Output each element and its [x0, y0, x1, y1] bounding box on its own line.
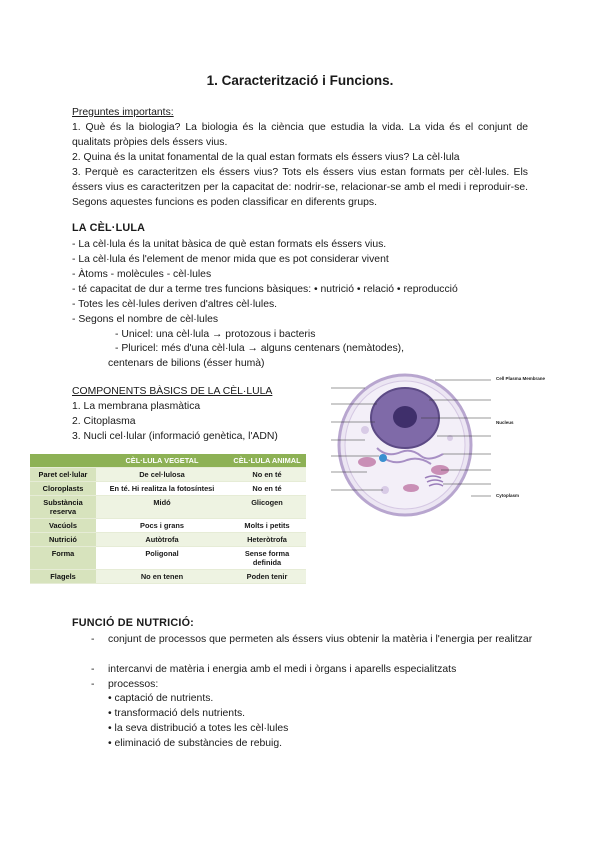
- question-3: 3. Perquè es caracteritzen els éssers vius? Tots els éssers vius estan formats per cèl·lules. Els éssers vius es caracteritzen per la capacitat de: nodrir-se, relacionar-se amb el medi i reproduir-se. Segons aquestes funcions es poden classificar en diferents grups.: [72, 167, 528, 208]
- question-1: 1. Què és la biologia? La biologia és la ciència que estudia la vida. La vida és el conjunt de qualitats pròpies dels éssers vius.: [72, 122, 528, 148]
- table-cell: En té. Hi realitza la fotosíntesi: [96, 482, 228, 496]
- nutrition-item-3: processos:: [108, 679, 159, 690]
- nutrition-bullet: • la seva distribució a totes les cèl·lules: [108, 723, 289, 734]
- table-cell: Pocs i grans: [96, 519, 228, 533]
- nutrition-heading: FUNCIÓ DE NUTRICIÓ:: [72, 617, 194, 629]
- nutrition-bullet: • transformació dels nutrients.: [108, 708, 246, 719]
- component-item: 1. La membrana plasmàtica: [72, 401, 201, 412]
- table-cell: Poden tenir: [228, 570, 306, 584]
- table-cell: No en té: [228, 468, 306, 482]
- cell-item: - La cèl·lula és l'element de menor mida que es pot considerar vivent: [72, 254, 389, 265]
- table-cell: Autòtrofa: [96, 533, 228, 547]
- table-cell: De cel·lulosa: [96, 468, 228, 482]
- cell-heading: LA CÈL·LULA: [72, 222, 146, 234]
- nucleolus: [393, 406, 417, 428]
- components-list: [72, 399, 278, 444]
- label-nucleus: Nucleus: [496, 420, 514, 425]
- mitochondrion: [358, 457, 376, 467]
- table-header-cell: CÈL·LULA VEGETAL: [96, 454, 228, 468]
- table-row-header: Vacúols: [30, 519, 96, 533]
- dash-marker: -: [91, 664, 95, 675]
- table-cell: Poligonal: [96, 547, 228, 570]
- table-row-header: Substància reserva: [30, 496, 96, 519]
- cell-item: - La cèl·lula és la unitat bàsica de què estan formats els éssers vius.: [72, 239, 387, 250]
- label-cell-membrane: Cell Plasma Membrane: [496, 376, 546, 381]
- cell-sub-pluricel-cont: centenars de bilions (ésser humà): [108, 358, 265, 369]
- cell-item: - Àtoms - molècules - cèl·lules: [72, 269, 212, 280]
- cell-sub-pluricel: - Pluricel: més d'una cèl·lula → alguns centenars (nemàtodes),: [115, 343, 405, 354]
- table-cell: Molts i petits: [228, 519, 306, 533]
- table-row: [30, 496, 306, 519]
- table-row-header: Forma: [30, 547, 96, 570]
- table-row-header: Nutrició: [30, 533, 96, 547]
- question-2: 2. Quina és la unitat fonamental de la qual estan formats els éssers vius? La cèl·lula: [72, 152, 460, 163]
- vesicle: [361, 426, 369, 434]
- table-cell: Heteròtrofa: [228, 533, 306, 547]
- table-row-header: Paret cel·lular: [30, 468, 96, 482]
- nutrition-bullet: • captació de nutrients.: [108, 693, 214, 704]
- nutrition-bullets: [108, 691, 288, 751]
- component-item: 2. Citoplasma: [72, 416, 136, 427]
- table-header-cell: [30, 454, 96, 468]
- table-header-cell: CÈL·LULA ANIMAL: [228, 454, 306, 468]
- mitochondrion: [403, 484, 419, 492]
- table-cell: Midó: [96, 496, 228, 519]
- label-cytoplasm: Cytoplasm: [496, 493, 520, 498]
- centriole: [379, 454, 387, 462]
- dash-marker: -: [91, 634, 95, 645]
- nutrition-item-2: intercanvi de matèria i energia amb el medi i òrgans i aparells especialitzats: [108, 664, 457, 675]
- table-row: [30, 570, 306, 584]
- cell-item: - Segons el nombre de cèl·lules: [72, 314, 219, 325]
- table-row: [30, 468, 306, 482]
- table-cell: No en tenen: [96, 570, 228, 584]
- table-cell: Glicogen: [228, 496, 306, 519]
- cell-item: - Totes les cèl·lules deriven d'altres cèl·lules.: [72, 299, 278, 310]
- cell-sub-unicel: - Unicel: una cèl·lula → protozous i bacteris: [115, 329, 316, 340]
- table-row-header: Flagels: [30, 570, 96, 584]
- table-row: [30, 547, 306, 570]
- table-header-row: [30, 454, 306, 468]
- cell-item: - té capacitat de dur a terme tres funcions bàsiques: • nutrició • relació • reproducció: [72, 284, 458, 295]
- table-cell: Sense forma definida: [228, 547, 306, 570]
- cell-comparison-table: [30, 454, 306, 584]
- dash-marker: -: [91, 679, 95, 690]
- nutrition-bullet: • eliminació de substàncies de rebuig.: [108, 738, 283, 749]
- table-row: [30, 519, 306, 533]
- table-row-header: Cloroplasts: [30, 482, 96, 496]
- nutrition-item-1: conjunt de processos que permeten als éssers vius obtenir la matèria i l'energia per realitzar: [108, 634, 533, 645]
- table-row: [30, 533, 306, 547]
- animal-cell-diagram: [325, 370, 555, 520]
- table-cell: No en té: [228, 482, 306, 496]
- cell-list: [72, 237, 532, 327]
- page-title: 1. Caracterització i Funcions.: [206, 73, 394, 88]
- components-heading: COMPONENTS BÀSICS DE LA CÈL·LULA: [72, 386, 273, 397]
- table-row: [30, 482, 306, 496]
- component-item: 3. Nucli cel·lular (informació genètica, l'ADN): [72, 431, 278, 442]
- questions-heading: Preguntes importants:: [72, 107, 174, 118]
